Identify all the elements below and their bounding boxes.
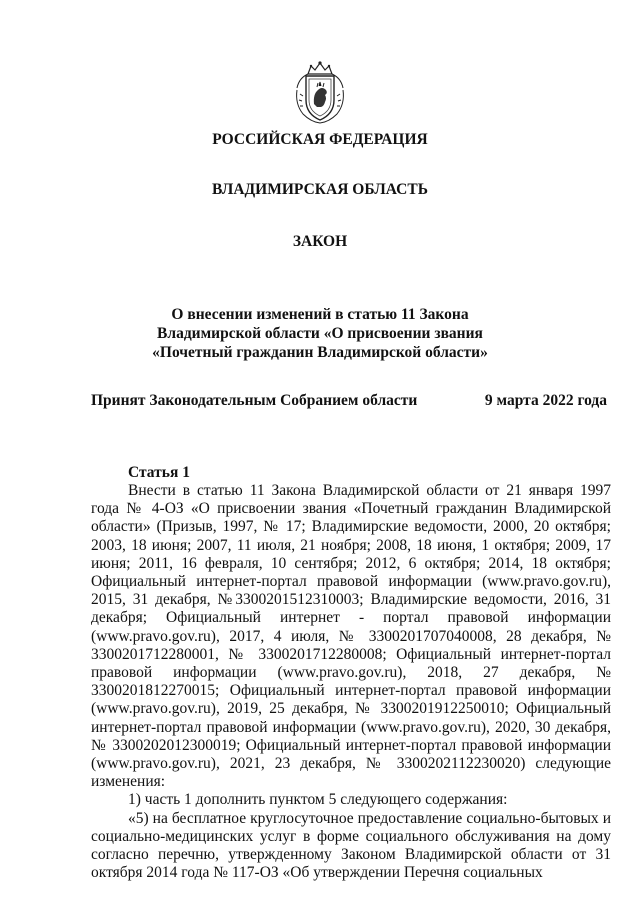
- subject-line: «Почетный гражданин Владимирской области»: [152, 344, 488, 361]
- country-heading: РОССИЙСКАЯ ФЕДЕРАЦИЯ: [212, 131, 428, 148]
- adoption-line: [91, 392, 607, 410]
- adoption-date: 9 марта 2022 года: [484, 392, 607, 409]
- coat-of-arms-icon: [291, 60, 349, 126]
- law-subject: [0, 305, 640, 362]
- subject-line: О внесении изменений в статью 11 Закона: [171, 306, 469, 323]
- region-heading: ВЛАДИМИРСКАЯ ОБЛАСТЬ: [212, 181, 428, 198]
- article-body: [91, 482, 611, 882]
- article-title: Статья 1: [128, 464, 190, 481]
- subject-line: Владимирской области «О присвоении звания: [157, 325, 483, 342]
- article-paragraph: Внести в статью 11 Закона Владимирской области от 21 января 1997 года № 4-ОЗ «О присвоении звания «Почетный гражданин Владимирской области» (Призыв, 1997, № 17; Владимирские ведомости, 2000, 20 октября; 2003, 18 июня; 2007, 11 июля, 21 ноября; 2008, 18 июня, 1 октября; 2009, 17 июня; 2011, 16 февраля, 10 сентября; 2012, 6 октября; 2014, 18 октября; Официальный интернет-портал правовой информации (www.pravo.gov.ru), 2015, 31 декабря, №3300201512310003; Владимирские ведомости, 2016, 31 декабря; Официальный интернет - портал правовой информации (www.pravo.gov.ru), 2017, 4 июля, № 3300201707040008, 28 декабря, № 3300201712280001, № 3300201712280008; Официальный интернет-портал правовой информации (www.pravo.gov.ru), 2018, 27 декабря, № 3300201812270015; Официальный интернет-портал правовой информации (www.pravo.gov.ru), 2019, 25 декабря, № 3300201912250010; Официальный интернет-портал правовой информации (www.pravo.gov.ru), 2020, 30 декабря, № 3300202012300019; Официальный интернет-портал правовой информации (www.pravo.gov.ru), 2021, 23 декабря, № 3300202112230020) следующие изменения:: [91, 482, 611, 791]
- adoption-text: Принят Законодательным Собранием области: [91, 392, 418, 409]
- document-type-heading: ЗАКОН: [292, 233, 348, 250]
- article-paragraph: «5) на бесплатное круглосуточное предоставление социально-бытовых и социально-медицинских услуг в форме социального обслуживания на дому согласно перечню, утвержденному Законом Владимирской области от 31 октября 2014 года № 117-ОЗ «Об утверждении Перечня социальных: [91, 809, 611, 882]
- article-item: 1) часть 1 дополнить пунктом 5 следующего содержания:: [128, 791, 508, 809]
